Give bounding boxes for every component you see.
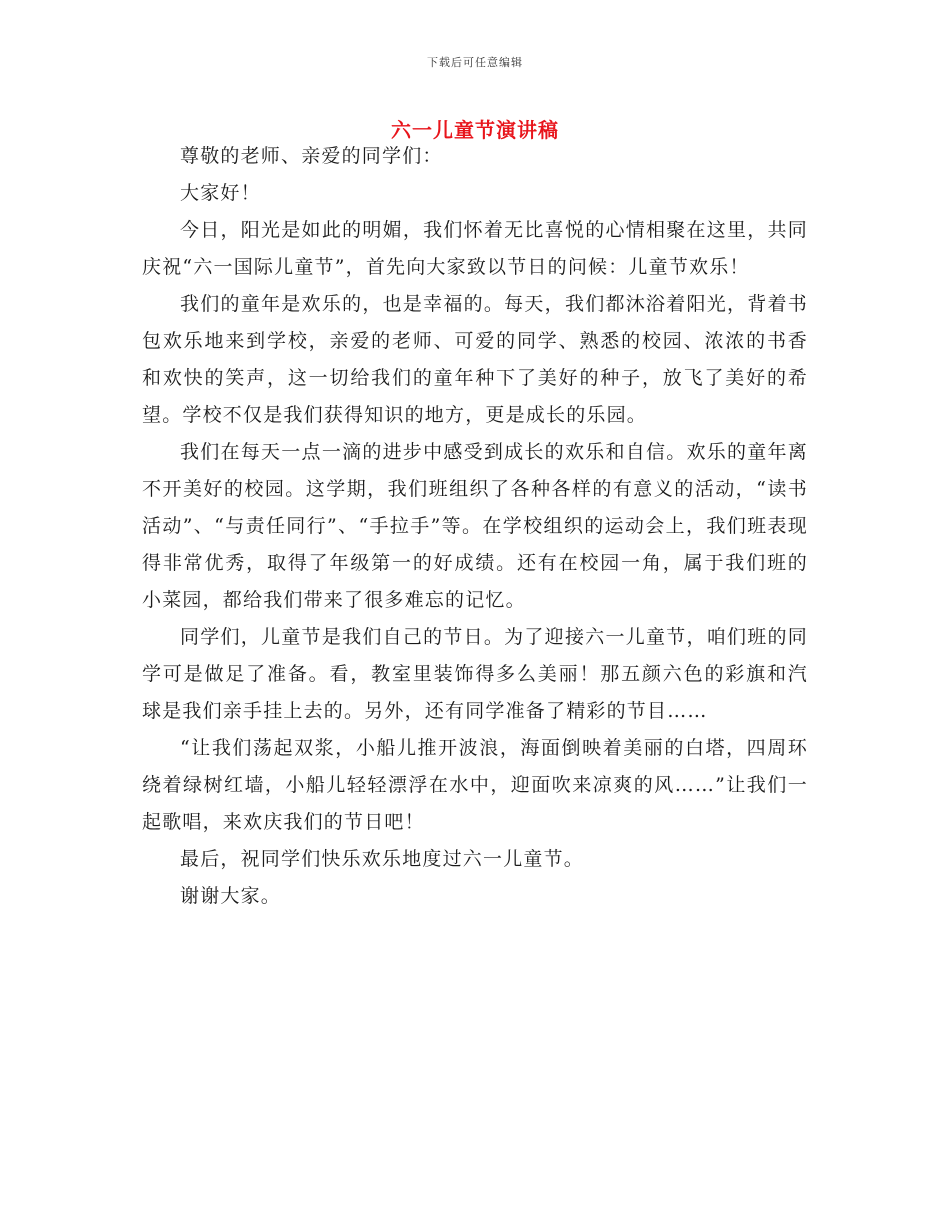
- paragraph: 今日，阳光是如此的明媚，我们怀着无比喜悦的心情相聚在这里，共同庆祝“六一国际儿童节”，首先向大家致以节日的问候：儿童节欢乐！: [142, 219, 808, 278]
- paragraph: “让我们荡起双浆，小船儿推开波浪，海面倒映着美丽的白塔，四周环绕着绿树红墙，小船儿轻轻漂浮在水中，迎面吹来凉爽的风……”让我们一起歌唱，来欢庆我们的节日吧！: [142, 737, 808, 833]
- paragraph: 我们在每天一点一滴的进步中感受到成长的欢乐和自信。欢乐的童年离不开美好的校园。这学期，我们班组织了各种各样的有意义的活动，“读书活动”、“与责任同行”、“手拉手”等。在学校组织的运动会上，我们班表现得非常优秀，取得了年级第一的好成绩。还有在校园一角，属于我们班的小菜园，都给我们带来了很多难忘的记忆。: [142, 441, 808, 611]
- page-header-note: 下载后可任意编辑: [427, 56, 523, 69]
- paragraph: 我们的童年是欢乐的，也是幸福的。每天，我们都沐浴着阳光，背着书包欢乐地来到学校，亲爱的老师、可爱的同学、熟悉的校园、浓浓的书香和欢快的笑声，这一切给我们的童年种下了美好的种子，放飞了美好的希望。学校不仅是我们获得知识的地方，更是成长的乐园。: [142, 293, 808, 426]
- closing-thanks: 谢谢大家。: [180, 885, 282, 907]
- document-body: [142, 138, 808, 915]
- document-title: 六一儿童节演讲稿: [391, 118, 559, 142]
- salutation: 尊敬的老师、亲爱的同学们：: [180, 145, 443, 167]
- paragraph: 同学们，儿童节是我们自己的节日。为了迎接六一儿童节，咱们班的同学可是做足了准备。看，教室里装饰得多么美丽！那五颜六色的彩旗和汽球是我们亲手挂上去的。另外，还有同学准备了精彩的节目……: [142, 626, 808, 722]
- greeting: 大家好！: [180, 182, 261, 204]
- closing-wish: 最后，祝同学们快乐欢乐地度过六一儿童节。: [180, 848, 585, 870]
